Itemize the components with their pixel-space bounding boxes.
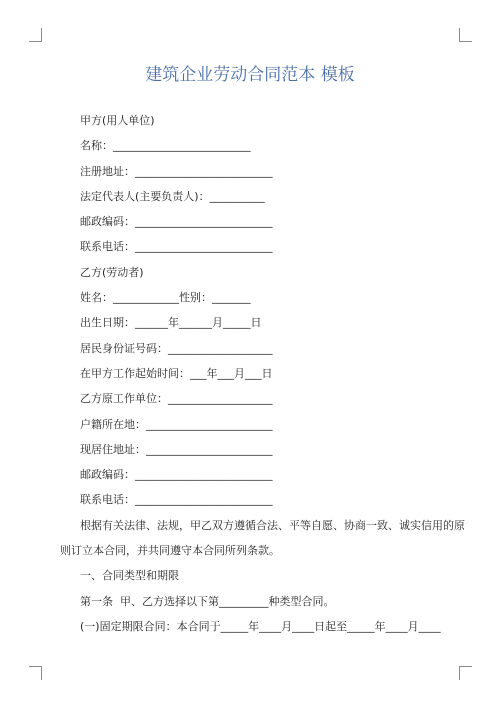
party-a-phone-line: 联系电话：_________________________ [80,240,273,254]
party-b-postal-code-line: 邮政编码：_________________________ [80,468,273,482]
party-a-postal-code-line: 邮政编码：_________________________ [80,215,273,229]
party-a-legal-representative-line: 法定代表人(主要负责人)：__________ [80,189,265,203]
crop-mark-bottom-left [29,666,42,680]
preamble-line-1: 根据有关法律、法规，甲乙双方遵循合法、平等自愿、协商一致、诚实信用的原 [80,518,465,532]
party-b-household-registration-line: 户籍所在地：_______________________ [80,417,273,431]
party-a-name-line: 名称：_________________________ [80,139,251,153]
document-body [0,108,500,639]
party-b-id-number-line: 居民身份证号码：___________________ [80,341,273,355]
party-b-current-address-line: 现居住地址：_______________________ [80,442,273,456]
party-b-previous-employer-line: 乙方原工作单位：___________________ [80,392,273,406]
party-a-registered-address-line: 注册地址：_________________________ [80,164,273,178]
section-1-heading: 一、合同类型和期限 [80,569,179,583]
crop-mark-top-right [459,28,472,42]
party-a-heading: 甲方(用人单位) [80,114,155,127]
document-title: 建筑企业劳动合同范本 模板 [145,65,355,85]
crop-mark-bottom-right [459,666,472,680]
article-1-line: 第一条 甲、乙方选择以下第_________种类型合同。 [80,594,335,608]
party-b-name-gender-line: 姓名：____________性别：_______ [80,291,251,305]
party-b-heading: 乙方(劳动者) [80,265,144,279]
fixed-term-contract-line: (一)固定期限合同：本合同于_____年____月____日起至_____年____月____ [80,619,441,633]
crop-mark-top-left [29,28,42,42]
party-b-start-date-line: 在甲方工作起始时间：___年___月___日 [80,366,273,380]
preamble-line-2: 则订立本合同，并共同遵守本合同所列条款。 [60,544,280,558]
party-b-phone-line: 联系电话：_________________________ [80,493,273,507]
party-b-birth-date-line: 出生日期：______年______月_____日 [80,316,262,330]
